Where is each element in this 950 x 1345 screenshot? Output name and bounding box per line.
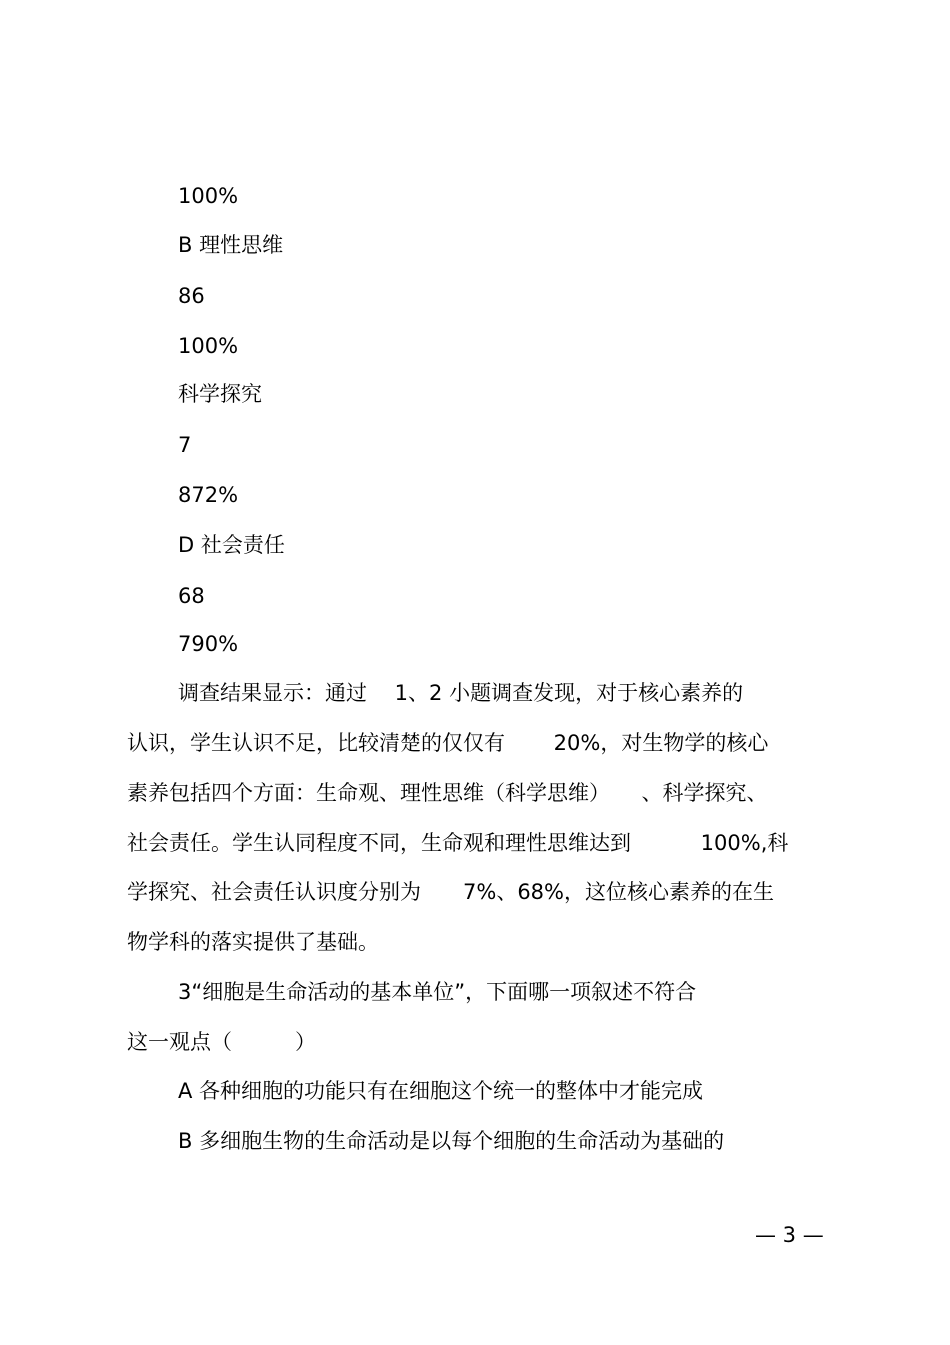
question-stem-continued: 这一观点（ ） xyxy=(127,1030,316,1054)
page-number: — 3 — xyxy=(755,1223,824,1247)
question-stem: 3“细胞是生命活动的基本单位”，下面哪一项叙述不符合 xyxy=(178,980,697,1004)
paragraph-line: 物学科的落实提供了基础。 xyxy=(127,930,379,954)
table-cell: B 理性思维 xyxy=(178,233,284,257)
answer-option-b: B 多细胞生物的生命活动是以每个细胞的生命活动为基础的 xyxy=(178,1129,725,1153)
paragraph-line: 学探究、社会责任认识度分别为 7%、68%，这位核心素养的在生 xyxy=(127,880,774,904)
paragraph-line: 认识，学生认识不足，比较清楚的仅仅有 20%，对生物学的核心 xyxy=(127,731,769,755)
table-cell: 68 xyxy=(178,584,205,608)
table-cell: 科学探究 xyxy=(178,382,262,406)
table-cell: 872% xyxy=(178,483,239,507)
answer-option-a: A 各种细胞的功能只有在细胞这个统一的整体中才能完成 xyxy=(178,1079,704,1103)
table-cell: 100% xyxy=(178,184,239,208)
table-cell: 86 xyxy=(178,284,205,308)
table-cell: D 社会责任 xyxy=(178,533,285,557)
table-cell: 100% xyxy=(178,334,239,358)
paragraph-line: 社会责任。学生认同程度不同，生命观和理性思维达到 100%,科 xyxy=(127,831,789,855)
paragraph-line: 调查结果显示：通过 1、2 小题调查发现，对于核心素养的 xyxy=(178,681,744,705)
table-cell: 7 xyxy=(178,433,192,457)
paragraph-line: 素养包括四个方面：生命观、理性思维（科学思维） 、科学探究、 xyxy=(127,781,768,805)
table-cell: 790% xyxy=(178,632,239,656)
